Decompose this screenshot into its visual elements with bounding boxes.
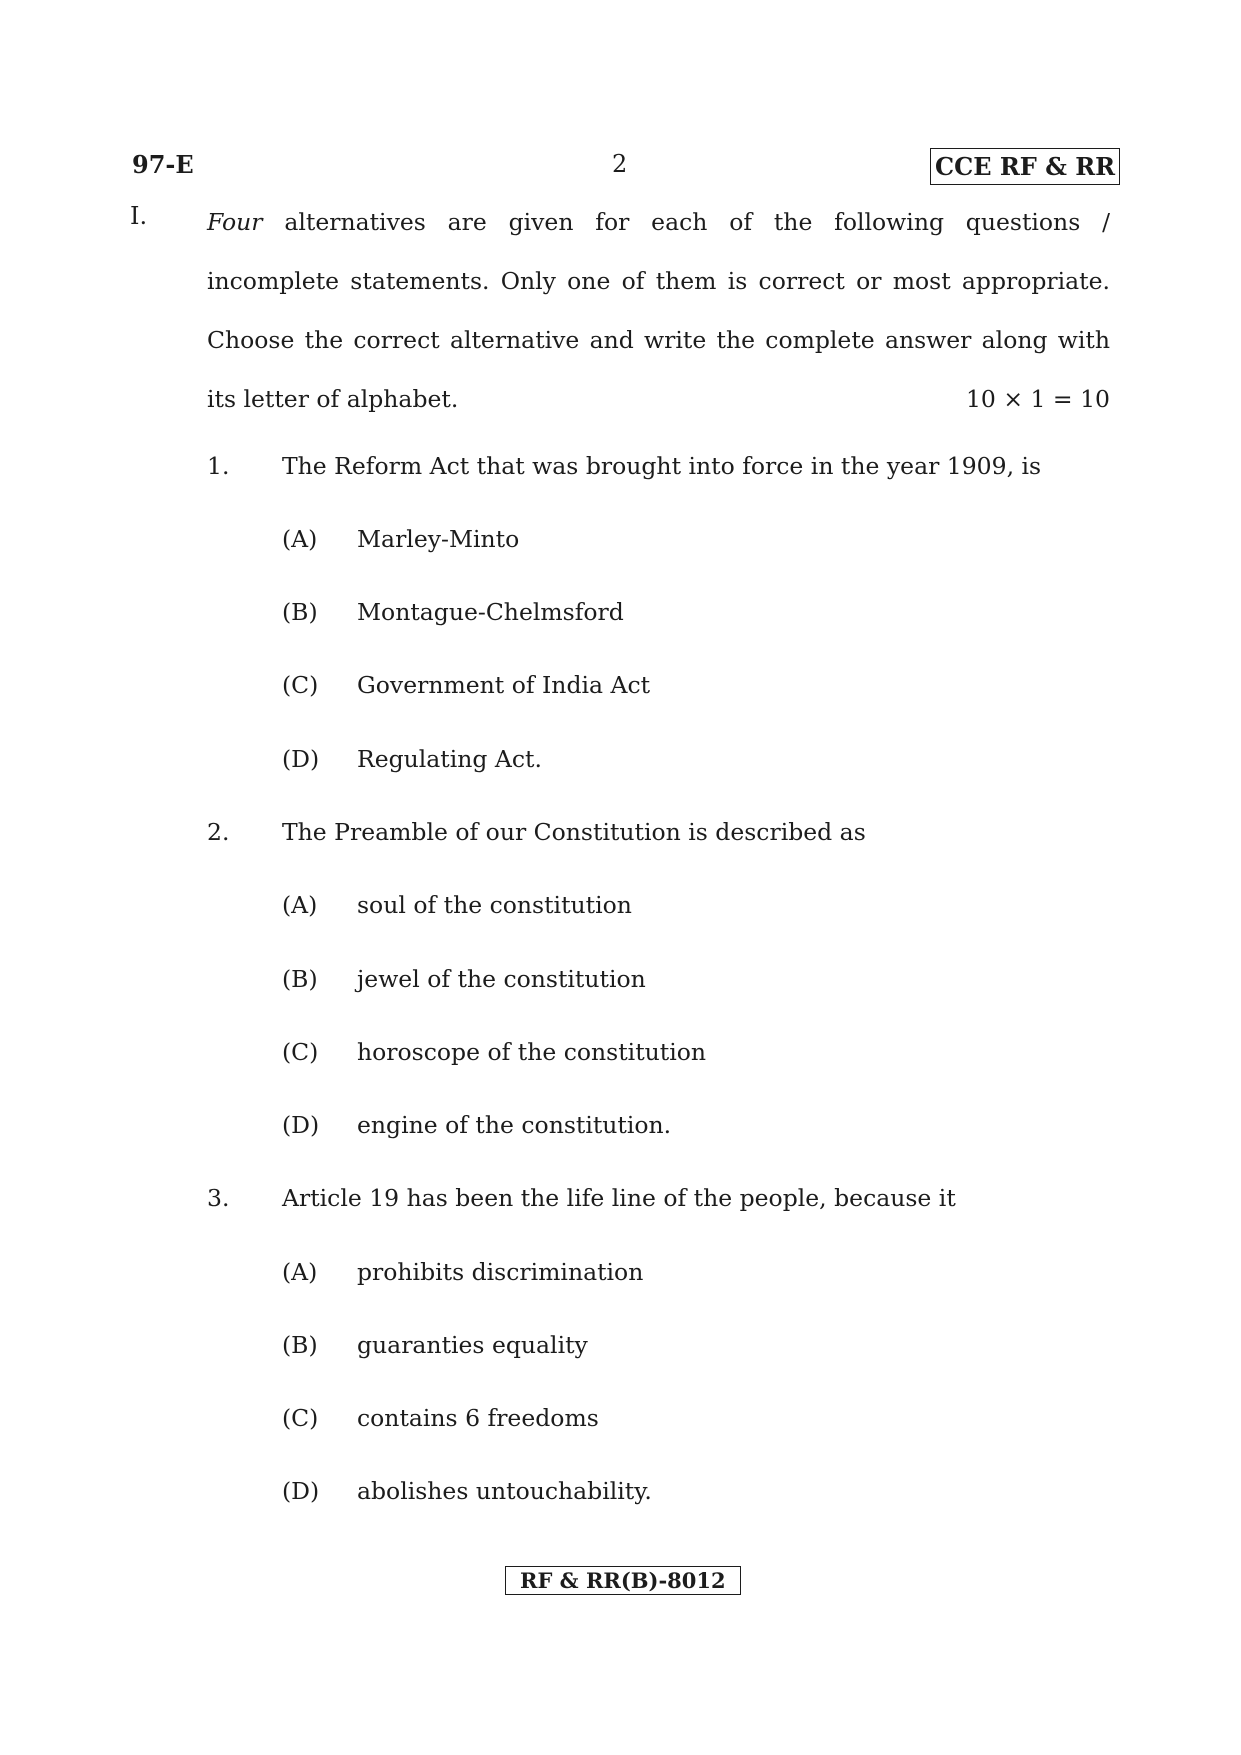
footer-code-box: RF & RR(B)-8012 (505, 1566, 741, 1595)
page-number: 2 (612, 150, 628, 178)
instruction-line-3: Choose the correct alternative and write the complete answer along with (207, 326, 1110, 354)
option-letter: (C) (282, 1404, 319, 1432)
option-letter: (B) (282, 598, 318, 626)
paper-code: 97-E (132, 150, 194, 179)
option-text: Regulating Act. (357, 745, 542, 773)
option-letter: (C) (282, 671, 319, 699)
instruction-line-4 (207, 370, 1110, 429)
option-letter: (D) (282, 745, 320, 773)
option-letter: (B) (282, 1331, 318, 1359)
series-code-box: CCE RF & RR (930, 148, 1120, 185)
instruction-lead-word: Four (207, 208, 263, 236)
question-number: 1. (207, 452, 230, 480)
option-text: Montague-Chelmsford (357, 598, 624, 626)
question-number: 3. (207, 1184, 230, 1212)
instruction-line-2: incomplete statements. Only one of them is correct or most appropriate. (207, 267, 1110, 295)
option-text: jewel of the constitution (357, 965, 646, 993)
option-letter: (C) (282, 1038, 319, 1066)
question-number: 2. (207, 818, 230, 846)
option-letter: (A) (282, 1258, 318, 1286)
question-text: The Reform Act that was brought into force in the year 1909, is (282, 452, 1042, 480)
option-text: contains 6 freedoms (357, 1404, 599, 1432)
option-text: Government of India Act (357, 671, 651, 699)
option-letter: (D) (282, 1477, 320, 1505)
option-text: soul of the constitution (357, 891, 632, 919)
section-number: I. (130, 202, 148, 230)
option-text: horoscope of the constitution (357, 1038, 707, 1066)
option-text: abolishes untouchability. (357, 1477, 652, 1505)
option-letter: (A) (282, 525, 318, 553)
option-letter: (D) (282, 1111, 320, 1139)
section-instructions (207, 193, 1110, 429)
instruction-line-4-text: its letter of alphabet. (207, 385, 459, 413)
option-letter: (A) (282, 891, 318, 919)
option-text: guaranties equality (357, 1331, 588, 1359)
marks-allocation: 10 × 1 = 10 (965, 385, 1110, 413)
instruction-line-1 (207, 193, 1110, 252)
option-text: Marley-Minto (357, 525, 520, 553)
option-letter: (B) (282, 965, 318, 993)
option-text: prohibits discrimination (357, 1258, 644, 1286)
question-text: Article 19 has been the life line of the people, because it (282, 1184, 956, 1212)
instruction-line-1-rest: alternatives are given for each of the following questions / (284, 208, 1110, 236)
option-text: engine of the constitution. (357, 1111, 672, 1139)
question-text: The Preamble of our Constitution is described as (282, 818, 866, 846)
